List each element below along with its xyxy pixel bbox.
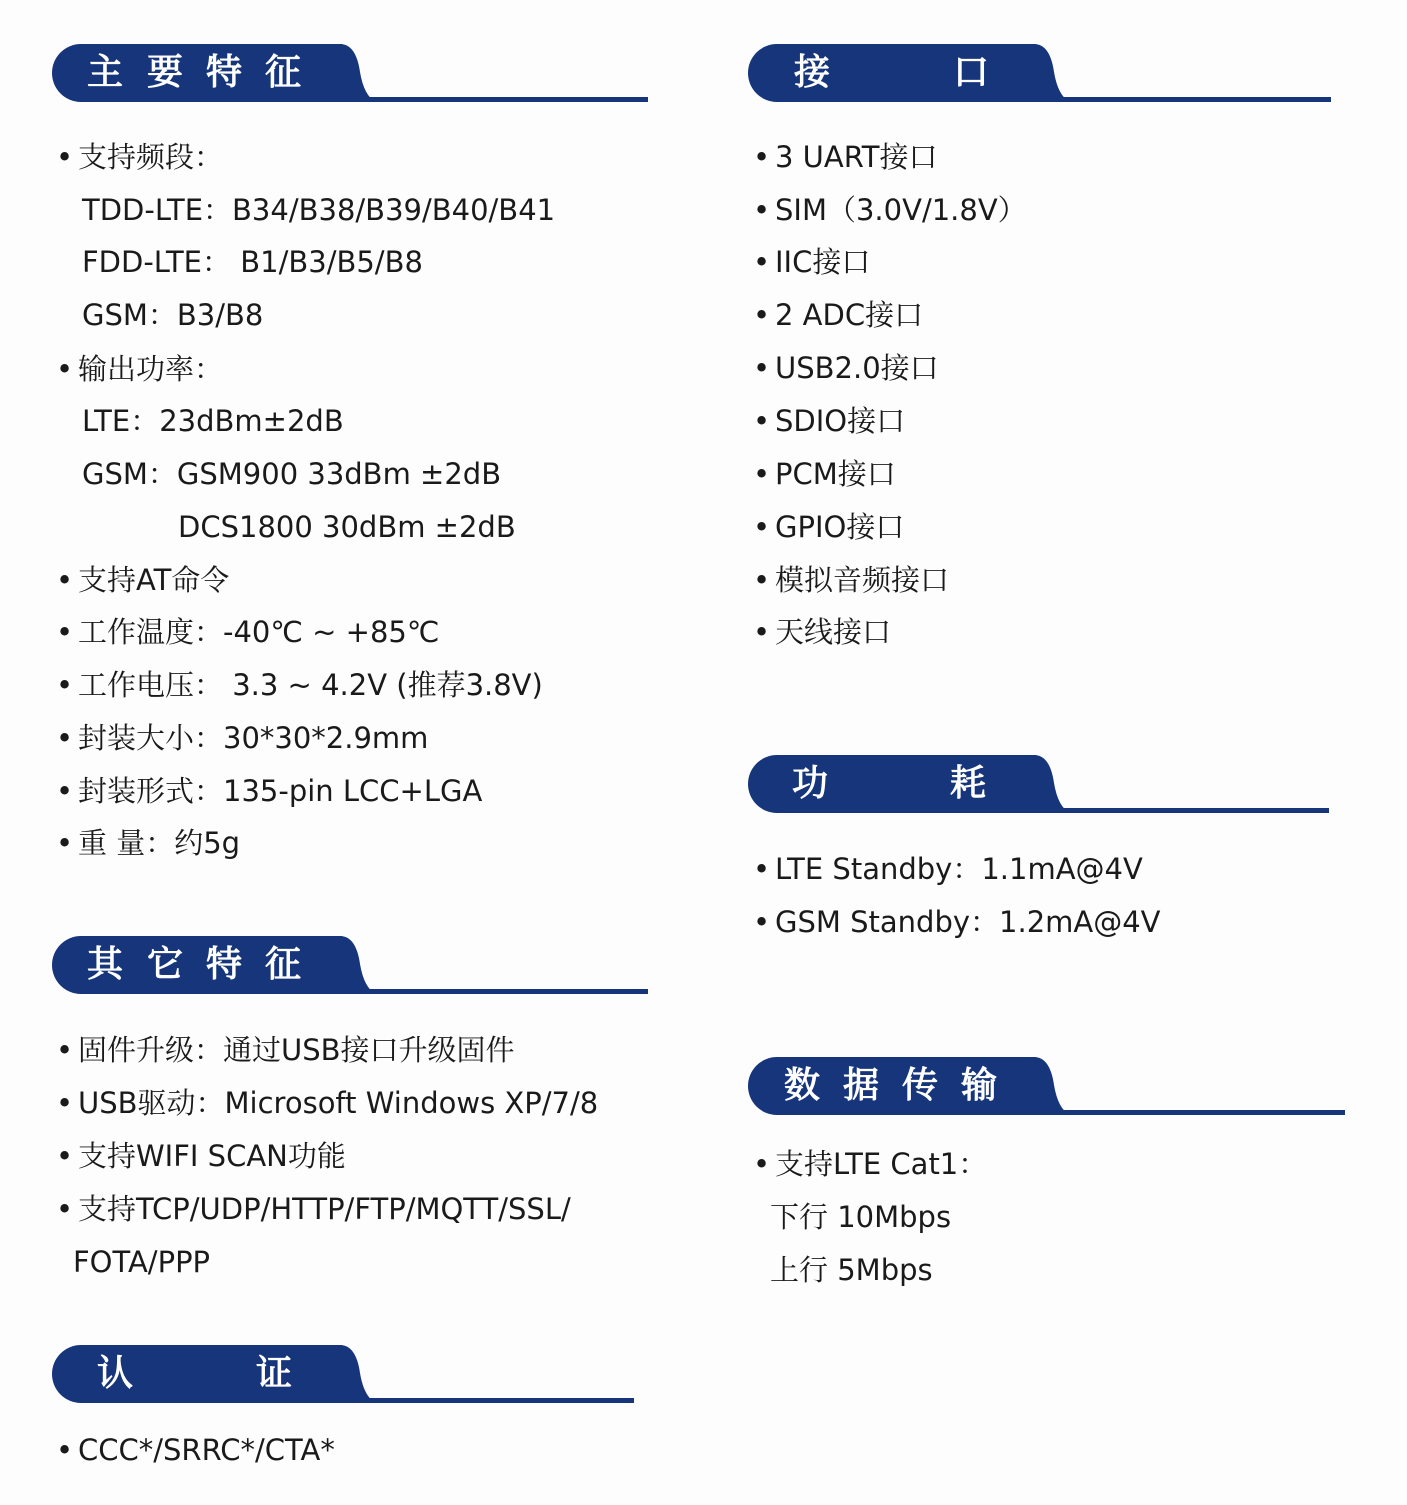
other-protocols: • 支持TCP/UDP/HTTP/FTP/MQTT/SSL/ <box>78 1191 571 1227</box>
feature-lte-power: LTE：23dBm±2dB <box>82 404 344 438</box>
data-lte-cat1: • 支持LTE Cat1： <box>775 1146 987 1182</box>
power-header: 功 耗 <box>748 755 1334 817</box>
header-rule <box>332 989 648 994</box>
data-transfer-header: 数 据 传 输 <box>748 1057 1348 1119</box>
header-tab <box>748 44 1036 102</box>
certification-header: 认 证 <box>52 1345 642 1407</box>
feature-fdd-lte: FDD-LTE： B1/B3/B5/B8 <box>82 245 423 279</box>
feature-at-command: • 支持AT命令 <box>78 562 229 598</box>
feature-package-form: • 封装形式：135-pin LCC+LGA <box>78 773 482 809</box>
data-uplink: 上行 5Mbps <box>770 1253 933 1287</box>
interface-usb: • USB2.0接口 <box>775 350 939 386</box>
interface-iic: • IIC接口 <box>775 244 870 280</box>
feature-package-size: • 封装大小：30*30*2.9mm <box>78 720 428 756</box>
interface-sim: • SIM（3.0V/1.8V） <box>775 192 1027 228</box>
header-rule <box>332 1398 634 1403</box>
interfaces-header: 接 口 <box>748 44 1334 106</box>
power-lte-standby: • LTE Standby：1.1mA@4V <box>775 851 1143 887</box>
interface-adc: • 2 ADC接口 <box>775 297 923 333</box>
header-rule <box>332 97 648 102</box>
certification-section <box>52 1345 642 1407</box>
data-transfer-section <box>748 1057 1348 1119</box>
feature-gsm-band: GSM：B3/B8 <box>82 298 264 332</box>
other-usb-driver: • USB驱动：Microsoft Windows XP/7/8 <box>78 1085 598 1121</box>
interfaces-section <box>748 44 1334 106</box>
interface-sdio: • SDIO接口 <box>775 403 905 439</box>
main-features-header: 主 要 特 征 <box>52 44 652 106</box>
interface-gpio: • GPIO接口 <box>775 509 904 545</box>
header-rule <box>1026 97 1331 102</box>
header-rule <box>1026 1110 1345 1115</box>
header-tab <box>52 1345 342 1403</box>
feature-gsm-power: GSM：GSM900 33dBm ±2dB <box>82 457 502 491</box>
power-gsm-standby: • GSM Standby：1.2mA@4V <box>775 904 1161 940</box>
header-rule <box>1026 808 1329 813</box>
other-features-section <box>52 936 652 998</box>
main-features-section <box>52 44 652 106</box>
other-wifi-scan: • 支持WIFI SCAN功能 <box>78 1138 346 1174</box>
interface-audio: • 模拟音频接口 <box>775 562 949 598</box>
feature-weight: • 重 量：约5g <box>78 825 240 861</box>
feature-bands: • 支持频段： <box>78 139 223 175</box>
other-protocols-cont: FOTA/PPP <box>73 1245 211 1279</box>
interface-pcm: • PCM接口 <box>775 456 896 492</box>
power-section <box>748 755 1334 817</box>
feature-tdd-lte: TDD-LTE：B34/B38/B39/B40/B41 <box>82 193 556 227</box>
other-firmware-upgrade: • 固件升级：通过USB接口升级固件 <box>78 1032 515 1068</box>
other-features-header: 其 它 特 征 <box>52 936 652 998</box>
cert-list: • CCC*/SRRC*/CTA* <box>78 1432 335 1468</box>
feature-output-power: • 输出功率： <box>78 351 223 387</box>
data-downlink: 下行 10Mbps <box>770 1200 952 1234</box>
feature-dcs-power: DCS1800 30dBm ±2dB <box>178 510 516 544</box>
interface-antenna: • 天线接口 <box>775 614 891 650</box>
interface-uart: • 3 UART接口 <box>775 139 938 175</box>
feature-temperature: • 工作温度：-40℃ ~ +85℃ <box>78 614 439 650</box>
feature-voltage: • 工作电压： 3.3 ~ 4.2V (推荐3.8V) <box>78 667 543 703</box>
